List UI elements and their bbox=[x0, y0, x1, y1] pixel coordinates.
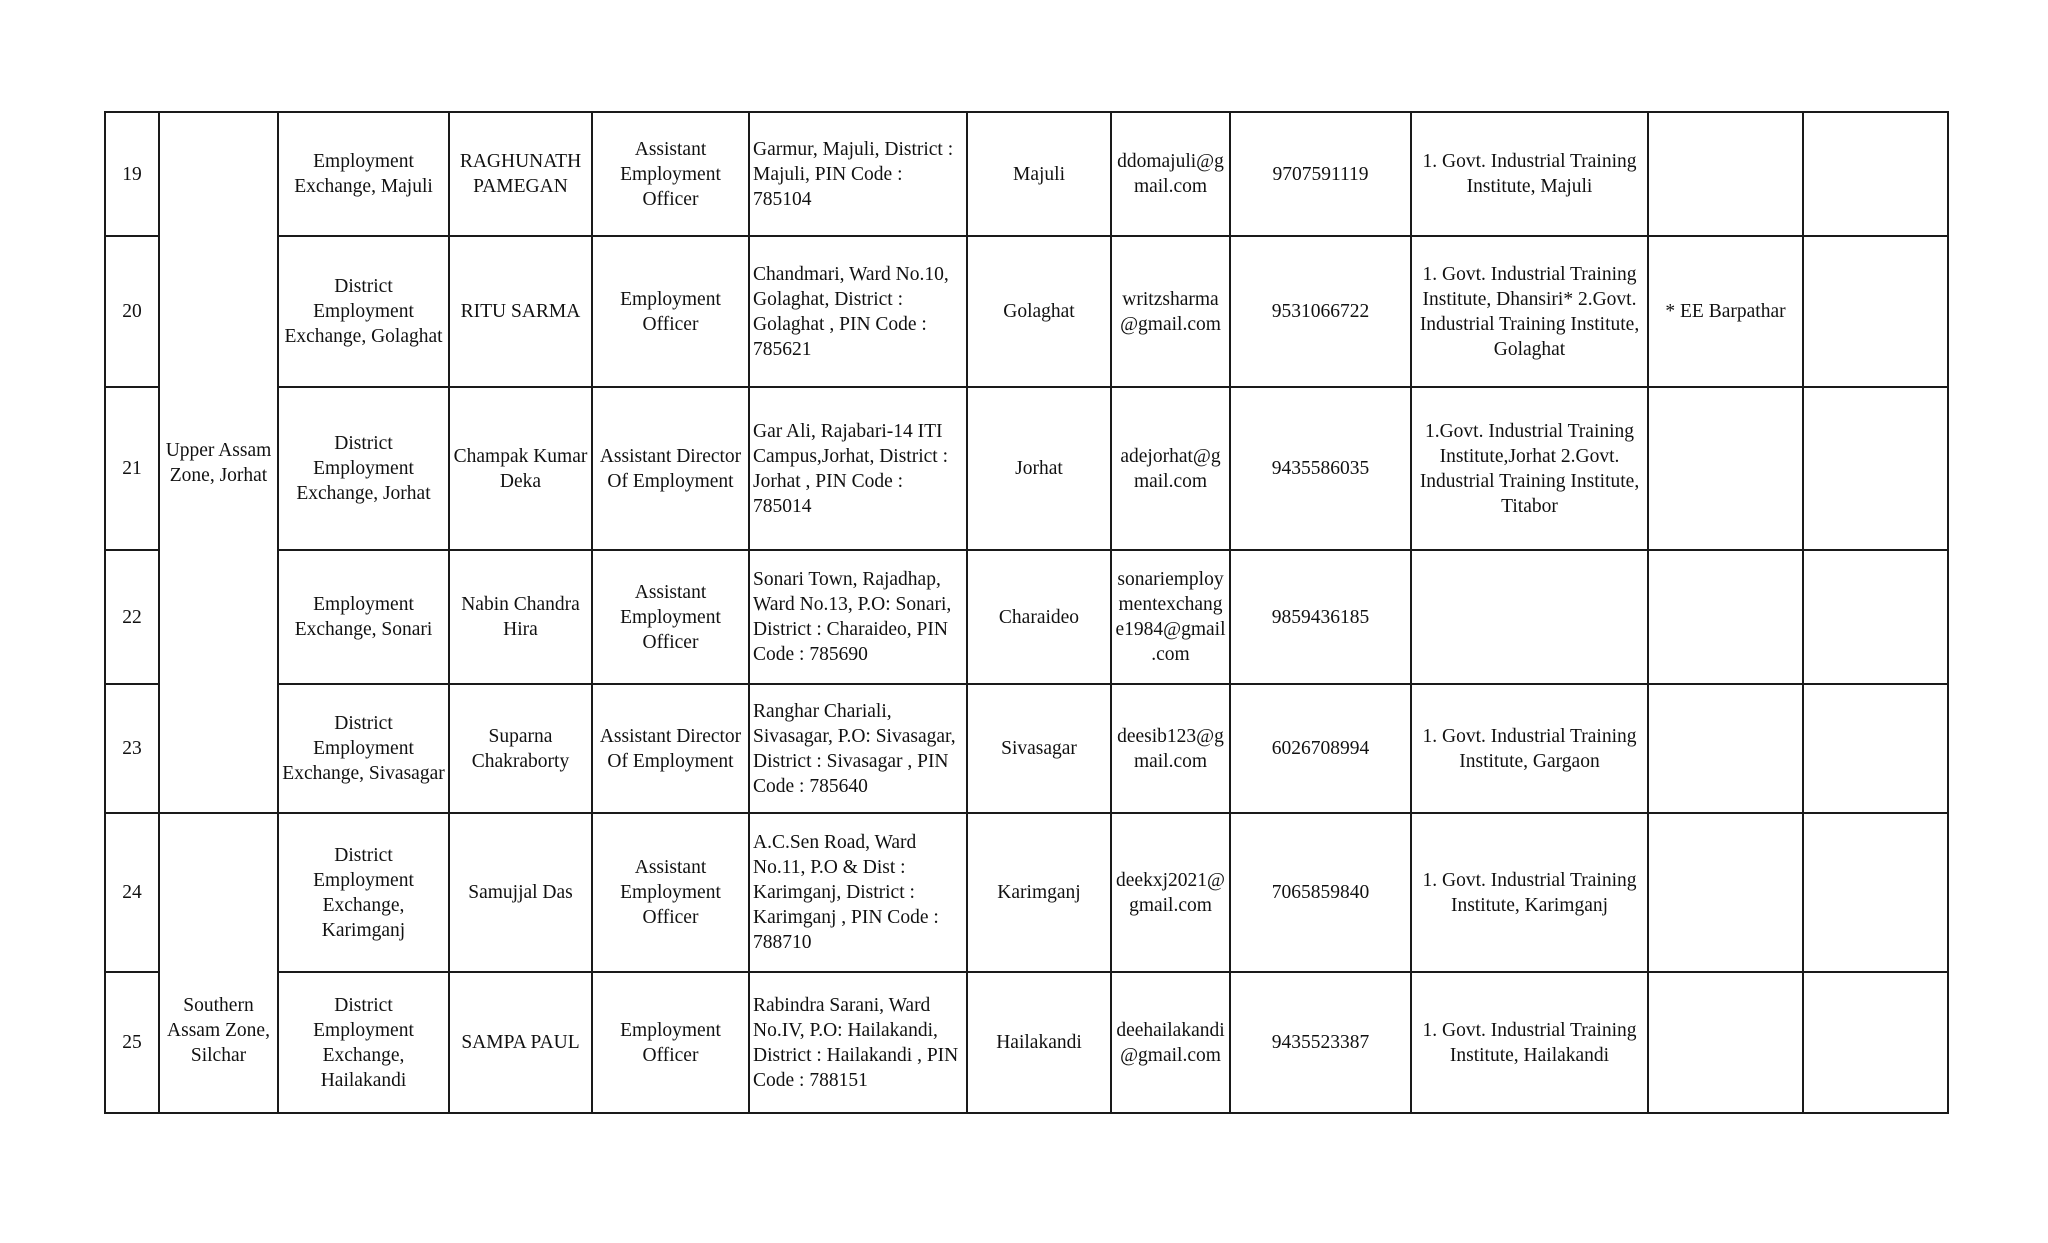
district-cell: Golaghat bbox=[967, 236, 1111, 387]
remark-cell bbox=[1648, 387, 1803, 550]
phone-cell: 9435586035 bbox=[1230, 387, 1411, 550]
address-cell: Garmur, Majuli, District : Majuli, PIN Code : 785104 bbox=[749, 112, 967, 236]
address-cell: Gar Ali, Rajabari-14 ITI Campus,Jorhat, District : Jorhat , PIN Code : 785014 bbox=[749, 387, 967, 550]
serial-number: 19 bbox=[105, 112, 159, 236]
zone-cell bbox=[159, 112, 278, 813]
zone-label: Upper Assam Zone, Jorhat bbox=[165, 439, 272, 486]
extra-cell bbox=[1803, 236, 1948, 387]
designation-cell: Assistant Director Of Employment bbox=[592, 684, 749, 813]
phone-cell: 6026708994 bbox=[1230, 684, 1411, 813]
table-row bbox=[105, 387, 1948, 550]
email-cell: deekxj2021@gmail.com bbox=[1111, 813, 1230, 972]
phone-cell: 9531066722 bbox=[1230, 236, 1411, 387]
address-cell: Rabindra Sarani, Ward No.IV, P.O: Hailakandi, District : Hailakandi , PIN Code : 788151 bbox=[749, 972, 967, 1113]
zone-label: Southern Assam Zone, Silchar bbox=[167, 995, 270, 1066]
office-cell: District Employment Exchange, Karimganj bbox=[278, 813, 449, 972]
address-cell: Chandmari, Ward No.10, Golaghat, District : Golaghat , PIN Code : 785621 bbox=[749, 236, 967, 387]
email-cell: sonariemploymentexchange1984@gmail.com bbox=[1111, 550, 1230, 684]
officer-name-cell: Suparna Chakraborty bbox=[449, 684, 592, 813]
office-cell: Employment Exchange, Majuli bbox=[278, 112, 449, 236]
officer-name-cell: Samujjal Das bbox=[449, 813, 592, 972]
address-cell: Ranghar Chariali, Sivasagar, P.O: Sivasagar, District : Sivasagar , PIN Code : 785640 bbox=[749, 684, 967, 813]
remark-cell bbox=[1648, 550, 1803, 684]
serial-number: 23 bbox=[105, 684, 159, 813]
officer-name-cell: RAGHUNATH PAMEGAN bbox=[449, 112, 592, 236]
table-row bbox=[105, 550, 1948, 684]
extra-cell bbox=[1803, 684, 1948, 813]
extra-cell bbox=[1803, 112, 1948, 236]
designation-cell: Employment Officer bbox=[592, 236, 749, 387]
iti-cell: 1. Govt. Industrial Training Institute, Hailakandi bbox=[1411, 972, 1648, 1113]
table-row bbox=[105, 813, 1948, 972]
zone-cell bbox=[159, 813, 278, 1113]
address-cell: Sonari Town, Rajadhap, Ward No.13, P.O: Sonari, District : Charaideo, PIN Code : 785690 bbox=[749, 550, 967, 684]
remark-cell bbox=[1648, 112, 1803, 236]
officer-name-cell: RITU SARMA bbox=[449, 236, 592, 387]
district-cell: Hailakandi bbox=[967, 972, 1111, 1113]
serial-number: 22 bbox=[105, 550, 159, 684]
remark-cell bbox=[1648, 972, 1803, 1113]
district-cell: Sivasagar bbox=[967, 684, 1111, 813]
iti-cell: 1.Govt. Industrial Training Institute,Jorhat 2.Govt. Industrial Training Institute, Titabor bbox=[1411, 387, 1648, 550]
officer-name-cell: Nabin Chandra Hira bbox=[449, 550, 592, 684]
email-cell: writzsharma@gmail.com bbox=[1111, 236, 1230, 387]
address-cell: A.C.Sen Road, Ward No.11, P.O & Dist : Karimganj, District : Karimganj , PIN Code : 788710 bbox=[749, 813, 967, 972]
table-row bbox=[105, 236, 1948, 387]
designation-cell: Employment Officer bbox=[592, 972, 749, 1113]
extra-cell bbox=[1803, 813, 1948, 972]
table-row bbox=[105, 684, 1948, 813]
iti-cell: 1. Govt. Industrial Training Institute, Dhansiri* 2.Govt. Industrial Training Institute, Golaghat bbox=[1411, 236, 1648, 387]
remark-cell: * EE Barpathar bbox=[1648, 236, 1803, 387]
extra-cell bbox=[1803, 972, 1948, 1113]
office-cell: District Employment Exchange, Sivasagar bbox=[278, 684, 449, 813]
email-cell: adejorhat@gmail.com bbox=[1111, 387, 1230, 550]
email-cell: deesib123@gmail.com bbox=[1111, 684, 1230, 813]
office-cell: Employment Exchange, Sonari bbox=[278, 550, 449, 684]
office-cell: District Employment Exchange, Hailakandi bbox=[278, 972, 449, 1113]
designation-cell: Assistant Employment Officer bbox=[592, 813, 749, 972]
district-cell: Majuli bbox=[967, 112, 1111, 236]
phone-cell: 7065859840 bbox=[1230, 813, 1411, 972]
district-cell: Jorhat bbox=[967, 387, 1111, 550]
iti-cell: 1. Govt. Industrial Training Institute, Karimganj bbox=[1411, 813, 1648, 972]
designation-cell: Assistant Employment Officer bbox=[592, 550, 749, 684]
iti-cell: 1. Govt. Industrial Training Institute, Majuli bbox=[1411, 112, 1648, 236]
office-cell: District Employment Exchange, Jorhat bbox=[278, 387, 449, 550]
district-cell: Charaideo bbox=[967, 550, 1111, 684]
serial-number: 21 bbox=[105, 387, 159, 550]
email-cell: deehailakandi@gmail.com bbox=[1111, 972, 1230, 1113]
serial-number: 25 bbox=[105, 972, 159, 1113]
table-row bbox=[105, 112, 1948, 236]
remark-cell bbox=[1648, 684, 1803, 813]
employment-exchange-table bbox=[104, 111, 1949, 1114]
table-row bbox=[105, 972, 1948, 1113]
remark-cell bbox=[1648, 813, 1803, 972]
extra-cell bbox=[1803, 550, 1948, 684]
extra-cell bbox=[1803, 387, 1948, 550]
designation-cell: Assistant Director Of Employment bbox=[592, 387, 749, 550]
office-cell: District Employment Exchange, Golaghat bbox=[278, 236, 449, 387]
iti-cell: 1. Govt. Industrial Training Institute, Gargaon bbox=[1411, 684, 1648, 813]
phone-cell: 9435523387 bbox=[1230, 972, 1411, 1113]
iti-cell bbox=[1411, 550, 1648, 684]
phone-cell: 9859436185 bbox=[1230, 550, 1411, 684]
designation-cell: Assistant Employment Officer bbox=[592, 112, 749, 236]
officer-name-cell: SAMPA PAUL bbox=[449, 972, 592, 1113]
email-cell: ddomajuli@gmail.com bbox=[1111, 112, 1230, 236]
district-cell: Karimganj bbox=[967, 813, 1111, 972]
phone-cell: 9707591119 bbox=[1230, 112, 1411, 236]
serial-number: 20 bbox=[105, 236, 159, 387]
officer-name-cell: Champak Kumar Deka bbox=[449, 387, 592, 550]
serial-number: 24 bbox=[105, 813, 159, 972]
